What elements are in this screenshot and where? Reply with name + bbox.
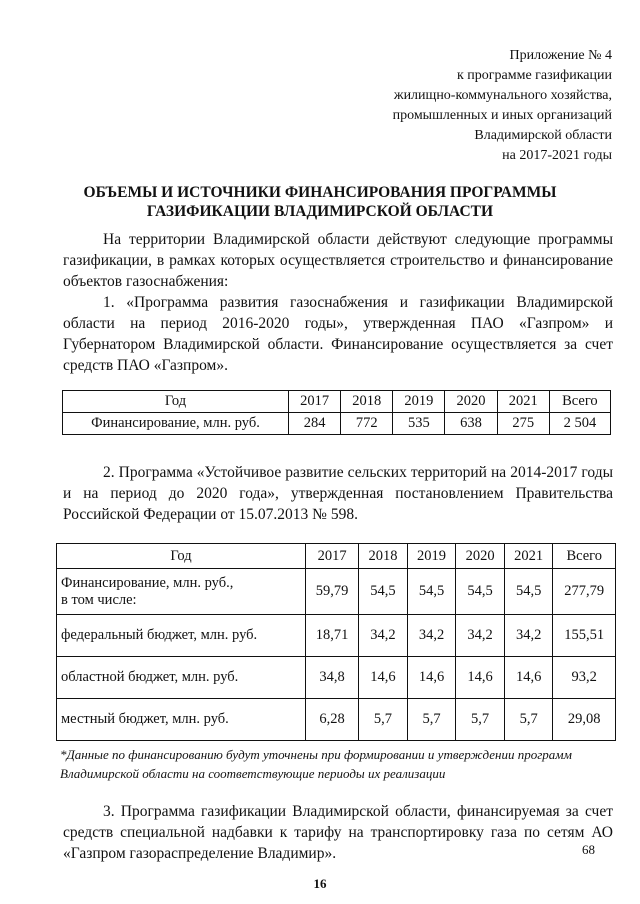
table-header-row [57,544,616,569]
table-cell: 34,2 [407,615,456,657]
program-3-paragraph: 3. Программа газификации Владимирской области, финансируемая за счет средств специальной надбавки к тарифу на транспортировку газа по сетям АО «Газпром газораспределение Владимир». [63,803,613,862]
table-cell: 5,7 [407,699,456,741]
table-header-row [63,391,611,413]
table-cell: 54,5 [456,569,505,615]
header-cell: 2018 [359,544,408,569]
table-cell: 155,51 [553,615,616,657]
row-label [57,569,306,615]
header-cell: Всего [553,544,616,569]
header-cell: Год [63,391,289,413]
table-cell: 34,2 [504,615,553,657]
table-row [57,615,616,657]
table-cell: 14,6 [504,657,553,699]
appendix-line: жилищно-коммунального хозяйства, [393,88,612,103]
document-title [0,183,640,221]
table-cell: 772 [341,413,393,435]
header-cell: Всего [549,391,610,413]
funding-table-2 [56,543,616,741]
intro-paragraph: На территории Владимирской области действуют следующие программы газификации, в рамках которых осуществляется строительство и финансирование объектов газоснабжения: [63,231,613,290]
title-line-2: ГАЗИФИКАЦИИ ВЛАДИМИРСКОЙ ОБЛАСТИ [146,203,494,220]
appendix-line: на 2017-2021 годы [502,148,612,163]
table-row [57,657,616,699]
table-cell: 93,2 [553,657,616,699]
table-row [57,569,616,615]
table-cell: 54,5 [504,569,553,615]
header-cell: 2021 [497,391,549,413]
appendix-header [393,46,612,166]
row-label: областной бюджет, млн. руб. [57,657,306,699]
header-cell: 2020 [445,391,497,413]
table-cell: 34,8 [306,657,359,699]
table-cell: 2 504 [549,413,610,435]
table-cell: 59,79 [306,569,359,615]
table-cell: 5,7 [504,699,553,741]
page-number: 16 [313,876,327,891]
header-cell: 2017 [306,544,359,569]
appendix-line: к программе газификации [456,68,612,83]
table-cell: 14,6 [456,657,505,699]
title-line-1: ОБЪЕМЫ И ИСТОЧНИКИ ФИНАНСИРОВАНИЯ ПРОГРАММЫ [83,184,557,201]
row-label: местный бюджет, млн. руб. [57,699,306,741]
header-cell: 2020 [456,544,505,569]
side-page-number: 68 [582,842,595,857]
table-cell: 29,08 [553,699,616,741]
table-cell: 638 [445,413,497,435]
table-cell: 54,5 [359,569,408,615]
table-cell: 34,2 [359,615,408,657]
table-cell: 535 [393,413,445,435]
row-label: федеральный бюджет, млн. руб. [57,615,306,657]
header-cell: 2019 [393,391,445,413]
header-cell: 2021 [504,544,553,569]
table-cell: 277,79 [553,569,616,615]
table-cell: 275 [497,413,549,435]
table-cell: 284 [289,413,341,435]
program-1-paragraph: 1. «Программа развития газоснабжения и газификации Владимирской области на период 2016-2020 годы», утвержденная ПАО «Газпром» и Губернатором Владимирской области. Финансирование осуществляется за счет средств ПАО «Газпром». [63,294,613,374]
program-2-paragraph: 2. Программа «Устойчивое развитие сельских территорий на 2014-2017 годы и на период до 2020 года», утвержденная постановлением Правительства Российской Федерации от 15.07.2013 № 598. [63,464,613,523]
appendix-line: промышленных и иных организаций [392,108,612,123]
table-cell: 5,7 [359,699,408,741]
header-cell: Год [57,544,306,569]
table-cell: 14,6 [407,657,456,699]
table-cell: 18,71 [306,615,359,657]
table-cell: 6,28 [306,699,359,741]
table-cell: 54,5 [407,569,456,615]
row-label-line-2: в том числе: [61,591,137,608]
table-row [63,413,611,435]
table-cell: 34,2 [456,615,505,657]
header-cell: 2018 [341,391,393,413]
table-row [57,699,616,741]
funding-table-1 [62,390,611,435]
row-label: Финансирование, млн. руб. [63,413,289,435]
appendix-line: Приложение № 4 [509,48,612,63]
header-cell: 2019 [407,544,456,569]
footnote: *Данные по финансированию будут уточнены при формировании и утверждении программ Владимирской области на соответствующие периоды их реализации [60,747,572,781]
table-cell: 14,6 [359,657,408,699]
table-cell: 5,7 [456,699,505,741]
appendix-line: Владимирской области [474,128,612,143]
header-cell: 2017 [289,391,341,413]
row-label-line-1: Финансирование, млн. руб., [61,574,234,591]
